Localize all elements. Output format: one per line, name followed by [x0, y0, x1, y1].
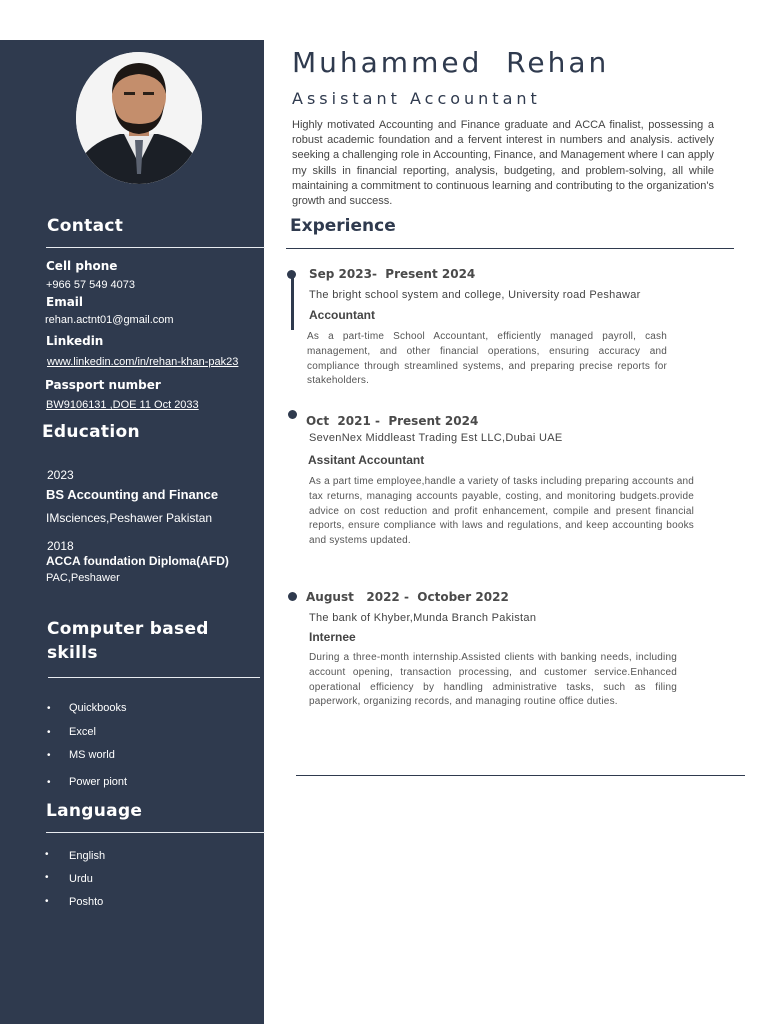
experience-dates: Sep 2023- Present 2024 [309, 267, 476, 281]
skill-item: Quickbooks [69, 702, 127, 714]
email-label: Email [46, 295, 84, 309]
passport-label: Passport number [45, 378, 161, 392]
language-divider [46, 832, 265, 833]
profile-photo-image [76, 52, 202, 184]
phone-label: Cell phone [46, 259, 118, 273]
experience-organization: SevenNex Middleast Trading Est LLC,Dubai UAE [309, 432, 563, 444]
education-degree-2: ACCA foundation Diploma(AFD) [46, 554, 229, 568]
skill-item: Excel [69, 726, 96, 738]
linkedin-link[interactable]: www.linkedin.com/in/rehan-khan-pak23 [47, 356, 239, 368]
contact-heading: Contact [47, 216, 124, 236]
experience-divider [286, 248, 734, 249]
sidebar [0, 40, 264, 1024]
experience-position: Accountant [309, 308, 375, 322]
bullet-icon: • [45, 896, 49, 907]
education-year-1: 2023 [47, 468, 74, 482]
profile-summary: Highly motivated Accounting and Finance graduate and ACCA finalist, possessing a robust academic foundation and a fervent interest in numbers and analysis. actively seeking a challenging role in Accounting, Finance, and Management where I can apply my skills in financial reporting, analysis, budgeting, and problem-solving, all while maintaining a commitment to continuous learning and contributing to the organization's growth and success. [292, 119, 714, 208]
bullet-icon: • [47, 703, 51, 714]
bullet-icon: • [47, 750, 51, 761]
bullet-icon: • [45, 849, 49, 860]
experience-timeline [291, 274, 294, 330]
timeline-dot [288, 592, 297, 601]
skills-heading-line1: Computer based [47, 619, 209, 639]
bullet-icon: • [47, 777, 51, 788]
candidate-name: Muhammed Rehan [292, 46, 610, 79]
contact-divider [46, 247, 265, 248]
bullet-icon: • [47, 727, 51, 738]
education-year-2: 2018 [47, 539, 74, 553]
skills-divider [48, 677, 260, 678]
skill-item: MS world [69, 749, 115, 761]
language-item: English [69, 850, 106, 862]
education-degree-1: BS Accounting and Finance [46, 487, 219, 502]
experience-heading: Experience [290, 216, 396, 236]
bullet-icon: • [45, 872, 49, 883]
language-item: Poshto [69, 896, 104, 908]
education-heading: Education [42, 422, 140, 442]
footer-divider [296, 775, 745, 776]
education-institution-1: IMsciences,Peshawer Pakistan [46, 511, 213, 525]
experience-description: As a part time employee,handle a variety of tasks including preparing accounts and tax returns, managing accounts payable, costing, and monitoring budgets.provide advice on cost reduction and profit enhancement, compile and present financial reports, ensure compliance with laws and regulations, and keep accounting books and systems updated. [309, 476, 694, 547]
education-institution-2: PAC,Peshawer [46, 572, 120, 584]
experience-organization: The bank of Khyber,Munda Branch Pakistan [309, 612, 537, 624]
experience-organization: The bright school system and college, University road Peshawar [309, 289, 641, 301]
passport-value: BW9106131 ,DOE 11 Oct 2033 [46, 399, 199, 411]
experience-position: Assitant Accountant [308, 453, 425, 467]
email-value[interactable]: rehan.actnt01@gmail.com [45, 314, 174, 326]
job-title: Assistant Accountant [292, 89, 541, 108]
skill-item: Power piont [69, 776, 128, 788]
language-item: Urdu [69, 873, 93, 885]
experience-dates: August 2022 - October 2022 [306, 590, 509, 604]
experience-description: As a part-time School Accountant, efficiently managed payroll, cash management, and other financial operations, ensuring accuracy and compliance through streamlined systems, and preparing precise reports for stakeholders. [307, 331, 667, 387]
profile-photo [76, 52, 202, 184]
experience-position: Internee [309, 630, 356, 644]
experience-dates: Oct 2021 - Present 2024 [306, 414, 479, 428]
language-heading: Language [46, 801, 143, 821]
skills-heading-line2: skills [47, 643, 98, 663]
timeline-dot [287, 270, 296, 279]
linkedin-label: Linkedin [46, 334, 104, 348]
timeline-dot [288, 410, 297, 419]
experience-description: During a three-month internship.Assisted clients with banking needs, including account opening, transaction processing, and customer service.Enhanced operational efficiency by handling administrative tasks, such as filing paperwork, organizing records, and managing routine office duties. [309, 652, 677, 708]
phone-value: +966 57 549 4073 [46, 279, 136, 291]
